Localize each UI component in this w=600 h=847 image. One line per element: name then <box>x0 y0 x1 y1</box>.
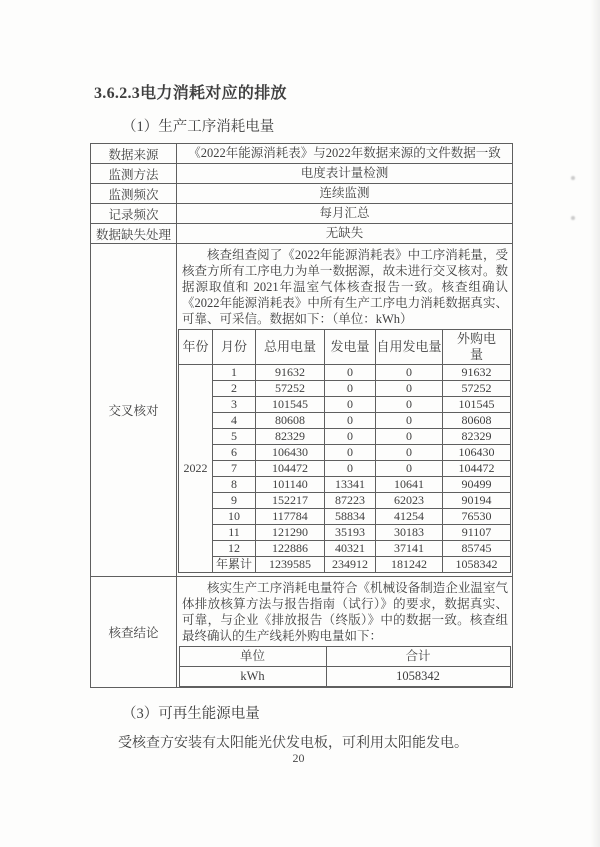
monthly-table-row <box>179 445 511 461</box>
summary-header-unit: 单位 <box>179 647 326 667</box>
value-cell: 57252 <box>256 381 325 397</box>
value-cell: 10641 <box>376 477 443 493</box>
table-row <box>91 144 513 164</box>
month-cell: 10 <box>213 509 256 525</box>
conclusion-cell <box>177 577 513 688</box>
value-cell: 0 <box>376 445 443 461</box>
month-cell: 6 <box>213 445 256 461</box>
col-header-month: 月份 <box>213 330 256 365</box>
monthly-table-row <box>179 493 511 509</box>
row-label-monitoring-method: 监测方法 <box>91 164 177 184</box>
conclusion-paragraph: 核实生产工序消耗电量符合《机械设备制造企业温室气体排放核算方法与报告指南（试行）》的要求，数据真实、可靠，与企业《排放报告（终版）》中的数据一致。核查组最终确认的生产线耗外购电量如下： <box>182 581 508 643</box>
value-cell: 101545 <box>443 397 511 413</box>
summary-table <box>179 646 511 687</box>
value-cell: 57252 <box>443 381 511 397</box>
table-row <box>91 224 513 244</box>
month-cell: 11 <box>213 525 256 541</box>
table-row <box>91 184 513 204</box>
value-cell: 0 <box>376 429 443 445</box>
sub-heading-production-power: （1）生产工序消耗电量 <box>122 119 275 135</box>
value-cell: 91632 <box>443 365 511 381</box>
monthly-table-row <box>179 413 511 429</box>
value-cell: 0 <box>325 381 376 397</box>
conclusion-label: 核查结论 <box>91 577 177 688</box>
month-cell: 1 <box>213 365 256 381</box>
value-cell: 0 <box>325 461 376 477</box>
monthly-table-body <box>179 365 511 573</box>
row-label-monitoring-frequency: 监测频次 <box>91 184 177 204</box>
value-cell: 13341 <box>325 477 376 493</box>
monthly-table-row <box>179 477 511 493</box>
year-cell: 2022 <box>179 365 213 573</box>
value-cell: 91632 <box>256 365 325 381</box>
value-cell: 0 <box>325 445 376 461</box>
row-value-monitoring-frequency: 连续监测 <box>177 184 513 204</box>
value-cell: 37141 <box>376 541 443 557</box>
summary-total-value: 1058342 <box>326 667 510 687</box>
monthly-table-row <box>179 381 511 397</box>
summary-unit-value: kWh <box>179 667 326 687</box>
page-number: 20 <box>292 751 305 765</box>
row-label-missing-data: 数据缺失处理 <box>91 224 177 244</box>
monthly-table-row <box>179 525 511 541</box>
cross-check-paragraph: 核查组查阅了《2022年能源消耗表》中工序消耗量，受核查方所有工序电力为单一数据源，故未进行交叉核对。数据源取值和 2021年温室气体核查报告一致。核查组确认《2022年能源消耗表》中所有生产工序电力消耗数据真实、可靠、可采信。数据如下：（单位：kWh） <box>182 248 508 326</box>
col-header-generated-power: 发电量 <box>325 330 376 365</box>
value-cell: 90194 <box>443 493 511 509</box>
monthly-table-row <box>179 541 511 557</box>
monthly-table-row <box>179 429 511 445</box>
summary-header-row <box>179 647 510 667</box>
monthly-table-row <box>179 365 511 381</box>
value-cell: 40321 <box>325 541 376 557</box>
table-row-cross-check <box>91 244 513 577</box>
value-cell: 82329 <box>443 429 511 445</box>
value-cell: 106430 <box>443 445 511 461</box>
month-cell: 3 <box>213 397 256 413</box>
col-header-self-used-power: 自用发电量 <box>376 330 443 365</box>
value-cell: 121290 <box>256 525 325 541</box>
value-cell: 41254 <box>376 509 443 525</box>
value-cell: 35193 <box>325 525 376 541</box>
section-heading: 3.6.2.3电力消耗对应的排放 <box>94 85 287 102</box>
row-label-data-source: 数据来源 <box>91 144 177 164</box>
monthly-table-row <box>179 557 511 573</box>
value-cell: 85745 <box>443 541 511 557</box>
monthly-table-header-row <box>179 330 511 365</box>
month-cell: 年累计 <box>213 557 256 573</box>
value-cell: 0 <box>376 397 443 413</box>
cross-check-label: 交叉核对 <box>91 244 177 577</box>
month-cell: 4 <box>213 413 256 429</box>
value-cell: 0 <box>376 413 443 429</box>
value-cell: 106430 <box>256 445 325 461</box>
renewable-paragraph: 受核查方安装有太阳能光伏发电板，可利用太阳能发电。 <box>118 736 468 751</box>
sub-heading-renewable-power: （3）可再生能源电量 <box>122 706 260 722</box>
col-header-year: 年份 <box>179 330 213 365</box>
month-cell: 9 <box>213 493 256 509</box>
value-cell: 0 <box>376 365 443 381</box>
value-cell: 80608 <box>443 413 511 429</box>
value-cell: 90499 <box>443 477 511 493</box>
value-cell: 80608 <box>256 413 325 429</box>
document-page <box>90 84 513 753</box>
value-cell: 0 <box>376 381 443 397</box>
month-cell: 12 <box>213 541 256 557</box>
summary-header-total: 合计 <box>326 647 510 667</box>
month-cell: 5 <box>213 429 256 445</box>
value-cell: 1239585 <box>256 557 325 573</box>
scan-artifact-dot <box>571 216 575 220</box>
table-row-conclusion <box>91 577 513 688</box>
summary-value-row <box>179 667 510 687</box>
row-value-record-frequency: 每月汇总 <box>177 204 513 224</box>
monthly-table-row <box>179 397 511 413</box>
scanned-page-edge <box>590 0 600 847</box>
row-label-record-frequency: 记录频次 <box>91 204 177 224</box>
month-cell: 2 <box>213 381 256 397</box>
value-cell: 181242 <box>376 557 443 573</box>
month-cell: 8 <box>213 477 256 493</box>
col-header-total-power: 总用电量 <box>256 330 325 365</box>
value-cell: 0 <box>325 397 376 413</box>
value-cell: 0 <box>325 429 376 445</box>
table-row <box>91 164 513 184</box>
value-cell: 0 <box>325 365 376 381</box>
monthly-table-row <box>179 509 511 525</box>
value-cell: 58834 <box>325 509 376 525</box>
col-header-purchased-power: 外购电量 <box>443 330 511 365</box>
value-cell: 91107 <box>443 525 511 541</box>
row-value-monitoring-method: 电度表计量检测 <box>177 164 513 184</box>
value-cell: 117784 <box>256 509 325 525</box>
value-cell: 101545 <box>256 397 325 413</box>
value-cell: 1058342 <box>443 557 511 573</box>
table-row <box>91 204 513 224</box>
row-value-missing-data: 无缺失 <box>177 224 513 244</box>
monthly-table-row <box>179 461 511 477</box>
value-cell: 122886 <box>256 541 325 557</box>
value-cell: 30183 <box>376 525 443 541</box>
value-cell: 0 <box>325 413 376 429</box>
row-value-data-source: 《2022年能源消耗表》与2022年数据来源的文件数据一致 <box>177 144 513 164</box>
info-table <box>90 143 513 688</box>
monthly-consumption-table <box>178 329 511 573</box>
month-cell: 7 <box>213 461 256 477</box>
value-cell: 0 <box>376 461 443 477</box>
value-cell: 104472 <box>443 461 511 477</box>
value-cell: 76530 <box>443 509 511 525</box>
value-cell: 101140 <box>256 477 325 493</box>
value-cell: 104472 <box>256 461 325 477</box>
value-cell: 152217 <box>256 493 325 509</box>
scan-artifact-dot <box>571 176 575 180</box>
value-cell: 87223 <box>325 493 376 509</box>
value-cell: 82329 <box>256 429 325 445</box>
value-cell: 234912 <box>325 557 376 573</box>
cross-check-cell <box>177 244 513 577</box>
value-cell: 62023 <box>376 493 443 509</box>
